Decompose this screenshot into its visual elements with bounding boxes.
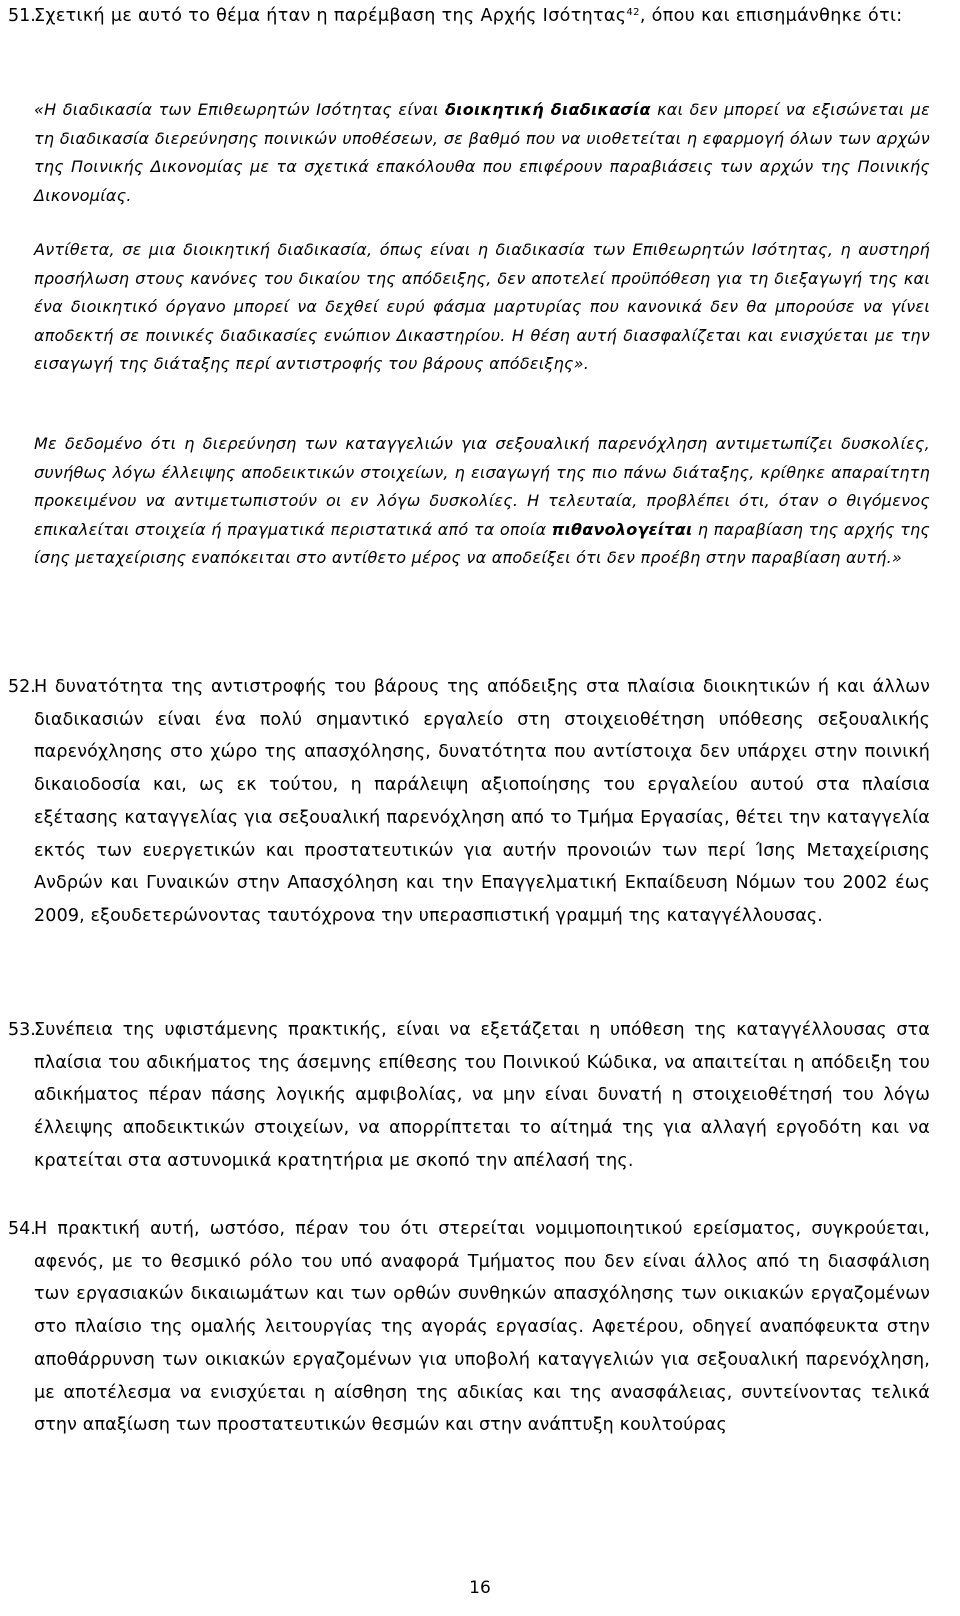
footnote-reference: 42 (626, 7, 640, 18)
quote-text-start: Με δεδομένο ότι η διερεύνηση των καταγγελιών για σεξουαλική παρενόχληση αντιμετωπίζει δυσκολίες, συνήθως λόγω έλλειψης αποδεικτικών στοιχείων, η εισαγωγή της πιο πάνω διάταξης, κρίθηκε απαραίτητη προκειμένου να αντιμετωπιστούν οι εν λόγω δυσκολίες. Η τελευταία, προβλέπει ότι, όταν ο θιγόμενος επικαλείται στοιχεία ή πραγματικά περιστατικά από τα οποία (34, 434, 930, 539)
paragraph-number: 51. (8, 6, 36, 26)
paragraph-text-start: Σχετική με αυτό το θέμα ήταν η παρέμβαση της Αρχής Ισότητας (34, 6, 627, 26)
quote-block-1 (34, 96, 930, 210)
paragraph-54 (8, 1213, 930, 1442)
paragraph-53 (8, 1014, 930, 1178)
paragraph-number: 53. (8, 1020, 36, 1040)
paragraph-text: Συνέπεια της υφιστάμενης πρακτικής, είναι να εξετάζεται η υπόθεση της καταγγέλλουσας στα πλαίσια του αδικήματος της άσεμνης επίθεσης του Ποινικού Κώδικα, να απαιτείται η απόδειξη του αδικήματος πέραν πάσης λογικής αμφιβολίας, να μην είναι δυνατή η στοιχειοθέτησή του λόγω έλλειψης αποδεικτικών στοιχείων, να απορρίπτεται το αίτημά της για αλλαγή εργοδότη και να κρατείται στα αστυνομικά κρατητήρια με σκοπό την απέλασή της. (34, 1020, 930, 1171)
page-number: 16 (469, 1578, 491, 1598)
paragraph-number: 52. (8, 677, 36, 697)
paragraph-text-end: , όπου και επισημάνθηκε ότι: (639, 6, 903, 26)
quote-emphasis: διοικητική διαδικασία (445, 100, 651, 119)
paragraph-text (34, 0, 930, 33)
quote-block-2: Αντίθετα, σε μια διοικητική διαδικασία, όπως είναι η διαδικασία των Επιθεωρητών Ισότητας, η αυστηρή προσήλωση στους κανόνες του δικαίου της απόδειξης, δεν αποτελεί προϋπόθεση για τη διεξαγωγή της και ένα διοικητικό όργανο μπορεί να δεχθεί ευρύ φάσμα μαρτυρίας που κανονικά δεν θα μπορούσε να γίνει αποδεκτή σε ποινικές διαδικασίες ενώπιον Δικαστηρίου. Η θέση αυτή διασφαλίζεται και ενισχύεται με την εισαγωγή της διάταξης περί αντιστροφής του βάρους απόδειξης». (34, 240, 930, 373)
paragraph-52 (8, 671, 930, 933)
quote-text-start: «Η διαδικασία των Επιθεωρητών Ισότητας είναι (34, 100, 445, 119)
quote-text-end: η παραβίαση της αρχής της ίσης μεταχείρισης εναπόκειται στο αντίθετο μέρος να αποδείξει ότι δεν προέβη στην παραβίαση αυτή.» (34, 519, 930, 567)
paragraph-text: Η δυνατότητα της αντιστροφής του βάρους της απόδειξης στα πλαίσια διοικητικών ή και άλλων διαδικασιών είναι ένα πολύ σημαντικό εργαλείο στη στοιχειοθέτηση υπόθεσης σεξουαλικής παρενόχλησης στο χώρο της απασχόλησης, δυνατότητα που αντίστοιχα δεν υπάρχει στην ποινική δικαιοδοσία και, ως εκ τούτου, η παράλειψη αξιοποίησης του εργαλείου αυτού στα πλαίσια εξέτασης καταγγελίας για σεξουαλική παρενόχληση από το Τμήμα Εργασίας, θέτει την καταγγελία εκτός των ευεργετικών και προστατευτικών για αυτήν προνοιών των περί Ίσης Μεταχείρισης Ανδρών και Γυναικών στην Απασχόληση και την Επαγγελματική Εκπαίδευση Νόμων του 2002 έως 2009, εξουδετερώνοντας ταυτόχρονα την υπερασπιστική γραμμή της καταγγέλλουσας. (34, 677, 930, 926)
paragraph-number: 54. (8, 1219, 36, 1239)
quote-block-3 (34, 430, 930, 573)
quote-emphasis: πιθανολογείται (551, 519, 693, 539)
paragraph-text: Η πρακτική αυτή, ωστόσο, πέραν του ότι στερείται νομιμοποιητικού ερείσματος, συγκρούεται, αφενός, με το θεσμικό ρόλο του υπό αναφορά Τμήματος που δεν είναι άλλος από τη διασφάλιση των εργασιακών δικαιωμάτων και των ορθών συνθηκών απασχόλησης των οικιακών εργαζομένων στο πλαίσιο της ομαλής λειτουργίας της αγοράς εργασίας. Αφετέρου, οδηγεί αναπόφευκτα στην αποθάρρυνση των οικιακών εργαζομένων για υποβολή καταγγελιών για σεξουαλική παρενόχληση, με αποτέλεσμα να ενισχύεται η αίσθηση της αδικίας και της ανασφάλειας, συντείνοντας τελικά στην απαξίωση των προστατευτικών θεσμών και στην ανάπτυξη κουλτούρας (34, 1219, 930, 1436)
paragraph-51 (8, 0, 930, 33)
quote-text-end: και δεν μπορεί να εξισώνεται με τη διαδικασία διερεύνησης ποινικών υποθέσεων, σε βαθμό που να υιοθετείται η εφαρμογή όλων των αρχών της Ποινικής Δικονομίας με τα σχετικά επακόλουθα που επιφέρουν παραβιάσεις των αρχών της Ποινικής Δικονομίας. (34, 100, 930, 205)
